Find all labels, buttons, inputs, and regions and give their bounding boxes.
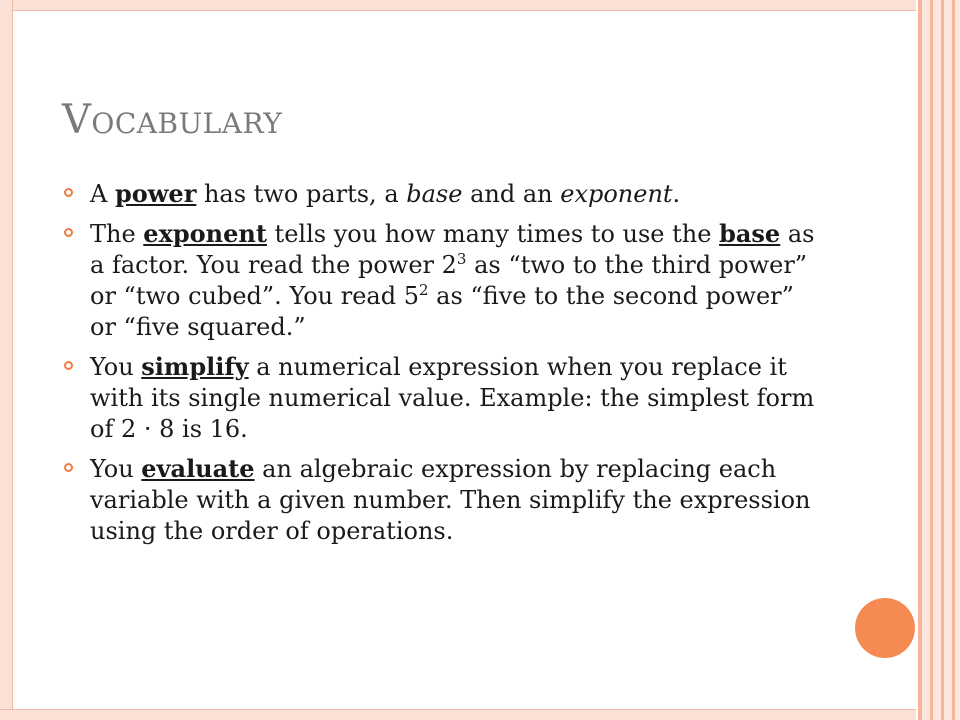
bullet-item — [62, 178, 822, 210]
bullet-ring-icon — [64, 463, 73, 472]
vocabulary-term: power — [114, 179, 197, 208]
slide-title: Vocabulary — [62, 97, 283, 143]
bullet-text: and an — [462, 180, 561, 208]
decorative-stripes — [916, 0, 960, 720]
bullet-list — [62, 178, 822, 555]
bullet-text: a numerical expression when you replace it with its single numerical value. Example: the simplest form of 2 · 8 is 16. — [90, 353, 815, 443]
bullet-text: You — [90, 353, 142, 381]
bullet-text: as a factor. You read the power 2 — [90, 220, 815, 279]
bullet-text: has two parts, a — [196, 180, 407, 208]
bullet-text: You — [90, 455, 142, 483]
vocabulary-term: base — [719, 219, 781, 248]
slide-frame-left — [0, 0, 13, 720]
italic-term: base — [406, 180, 463, 208]
vocabulary-term: evaluate — [141, 454, 255, 483]
bullet-text: . — [672, 180, 681, 208]
slide-frame-bottom — [0, 709, 960, 720]
italic-term: exponent — [560, 180, 673, 208]
bullet-text: as “five to the second power” or “five squared.” — [90, 282, 794, 341]
bullet-ring-icon — [64, 228, 73, 237]
bullet-text: as “two to the third power” or “two cubed”. You read 5 — [90, 251, 808, 310]
vocabulary-term: exponent — [143, 219, 267, 248]
slide-frame-top — [0, 0, 960, 11]
exponent-superscript: 3 — [456, 250, 467, 268]
bullet-text: an algebraic expression by replacing each variable with a given number. Then simplify the expression using the order of operations. — [90, 455, 811, 545]
exponent-superscript: 2 — [418, 281, 429, 299]
bullet-item — [62, 351, 822, 445]
bullet-item — [62, 453, 822, 547]
vocabulary-term: simplify — [141, 352, 249, 381]
bullet-ring-icon — [64, 361, 73, 370]
bullet-item — [62, 218, 822, 343]
bullet-ring-icon — [64, 188, 73, 197]
bullet-text: The — [90, 220, 144, 248]
bullet-text: tells you how many times to use the — [266, 220, 720, 248]
bullet-text: A — [90, 180, 115, 208]
decorative-circle — [855, 598, 915, 658]
